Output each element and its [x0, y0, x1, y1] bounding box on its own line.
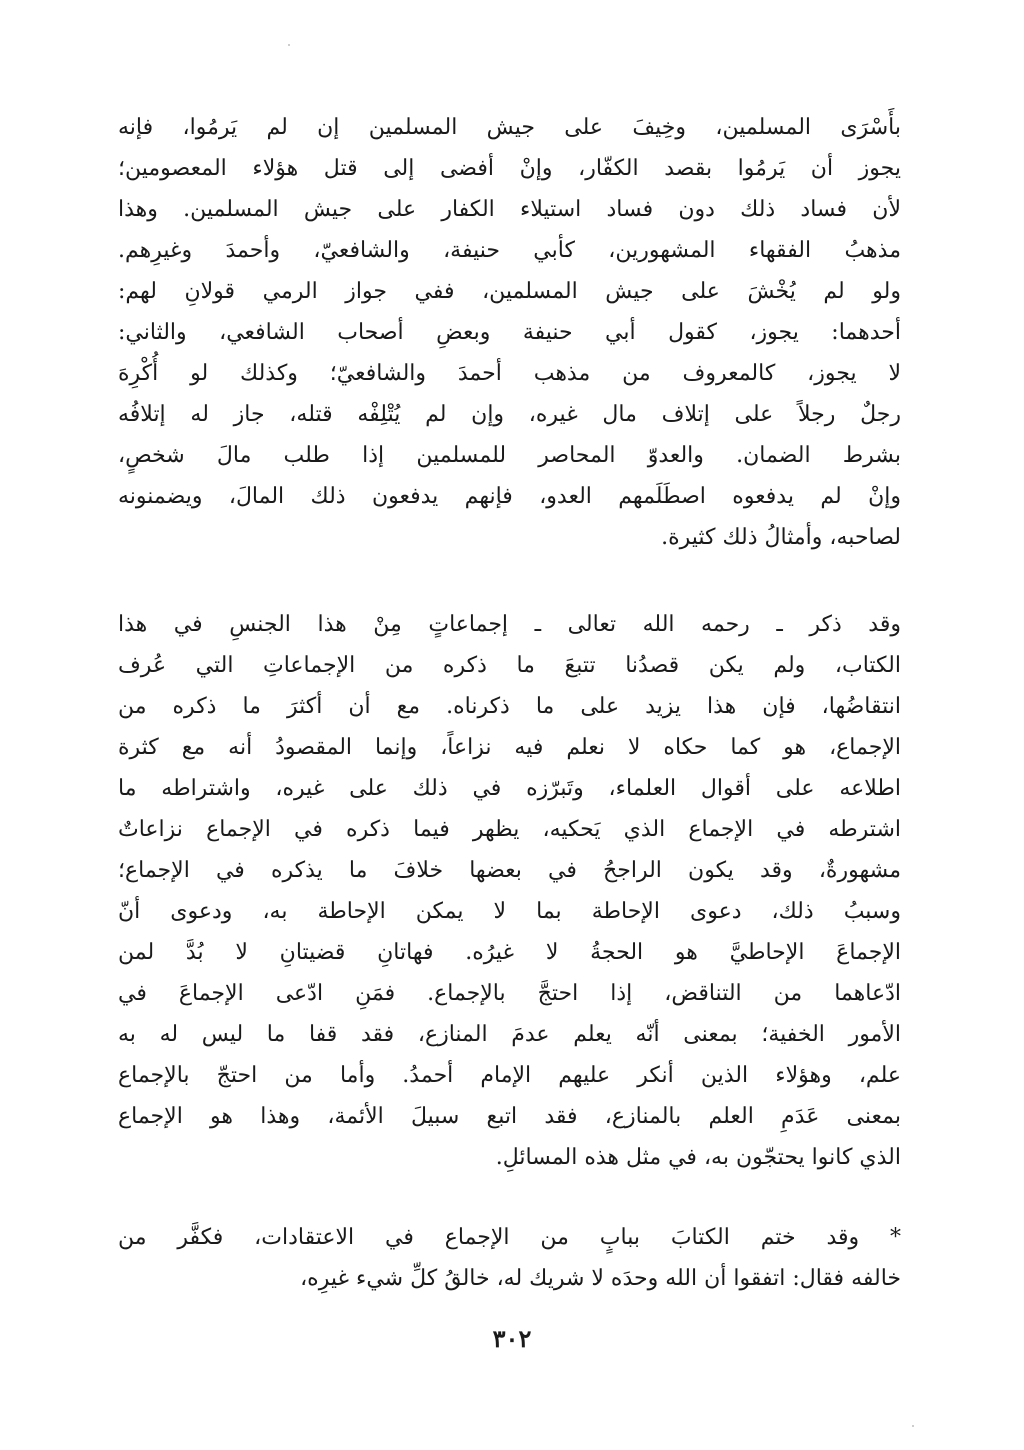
text-line: الذي كانوا يحتجّون به، في مثل هذه المسائلِ.: [495, 1145, 901, 1170]
paragraph-1: [118, 107, 901, 558]
text-line: لصاحبه، وأمثالُ ذلك كثيرة.: [661, 525, 901, 550]
text-line: رجلٌ رجلاً على إتلاف مال غيره، وإن لم يُتْلِفْه قتله، جاز له إتلافُه: [118, 402, 901, 427]
text-line: * وقد ختم الكتابَ ببابٍ من الإجماع في الاعتقادات، فكفَّر من: [118, 1225, 901, 1250]
text-line: لا يجوز، كالمعروف من مذهب أحمدَ والشافعيّ؛ وكذلك لو أُكْرِهَ: [118, 361, 901, 386]
text-line: بشرط الضمان. والعدوّ المحاصر للمسلمين إذا طلب مالَ شخصٍ،: [118, 443, 901, 468]
text-line: اطلاعه على أقوال العلماء، وتَبرّزه في ذلك على غيره، واشتراطه ما: [118, 776, 901, 801]
text-line: وإنْ لم يدفعوه اصطَلَمهم العدو، فإنهم يدفعون ذلك المالَ، ويضمنونه: [118, 484, 901, 509]
text-line: علم، وهؤلاء الذين أنكر عليهم الإمام أحمدُ. وأما من احتجّ بالإجماع: [118, 1063, 901, 1088]
text-line: وسببُ ذلك، دعوى الإحاطة بما لا يمكن الإحاطة به، ودعوى أنّ: [118, 899, 901, 924]
text-line: يجوز أن يَرمُوا بقصد الكفّار، وإنْ أفضى إلى قتل هؤلاء المعصومين؛: [118, 156, 901, 181]
text-line: اشترطه في الإجماع الذي يَحكيه، يظهر فيما ذكره في الإجماع نزاعاتٌ: [118, 817, 901, 842]
text-line: وقد ذكر ـ رحمه الله تعالى ـ إجماعاتٍ مِنْ هذا الجنسِ في هذا: [118, 612, 901, 637]
text-line: مذهبُ الفقهاء المشهورين، كأبي حنيفة، والشافعيّ، وأحمدَ وغيرِهم.: [118, 238, 901, 263]
text-line: أحدهما: يجوز، كقول أبي حنيفة وبعضِ أصحاب الشافعي، والثاني:: [118, 320, 901, 345]
text-line: لأن فساد ذلك دون فساد استيلاء الكفار على جيش المسلمين. وهذا: [118, 197, 901, 222]
text-line: بأَسْرَى المسلمين، وخِيفَ على جيش المسلمين إن لم يَرمُوا، فإنه: [118, 115, 901, 140]
text-line: ادّعاهما من التناقض، إذا احتجَّ بالإجماع. فمَنِ ادّعى الإجماعَ في: [118, 981, 901, 1006]
text-line: خالفه فقال: اتفقوا أن الله وحدَه لا شريك له، خالقُ كلِّ شيء غيرِه،: [300, 1266, 901, 1291]
margin-speck-bottom: [912, 1425, 914, 1427]
page-number: ٣٠٢: [492, 1324, 532, 1353]
text-line: مشهورةٌ، وقد يكون الراجحُ في بعضها خلافَ ما يذكره في الإجماع؛: [118, 858, 901, 883]
text-line: الكتاب، ولم يكن قصدُنا تتبعَ ما ذكره من الإجماعاتِ التي عُرف: [118, 653, 901, 678]
margin-speck-top: [288, 44, 290, 46]
paragraph-2: [118, 604, 901, 1178]
text-line: الإجماعَ الإحاطيَّ هو الحجةُ لا غيرُه. فهاتانِ قضيتانِ لا بُدَّ لمن: [118, 940, 901, 965]
text-line: الإجماع، هو كما حكاه لا نعلم فيه نزاعاً، وإنما المقصودُ أنه مع كثرة: [118, 735, 901, 760]
paragraph-3: [118, 1217, 901, 1299]
text-line: ولو لم يُخْشَ على جيش المسلمين، ففي جواز الرمي قولانِ لهم:: [118, 279, 901, 304]
text-line: الأمور الخفية؛ بمعنى أنّه يعلم عدمَ المنازع، فقد قفا ما ليس له به: [118, 1022, 901, 1047]
text-line: بمعنى عَدَمِ العلم بالمنازع، فقد اتبع سبيلَ الأئمة، وهذا هو الإجماع: [118, 1104, 901, 1129]
text-line: انتقاضُها، فإن هذا يزيد على ما ذكرناه. مع أن أكثرَ ما ذكره من: [118, 694, 901, 719]
